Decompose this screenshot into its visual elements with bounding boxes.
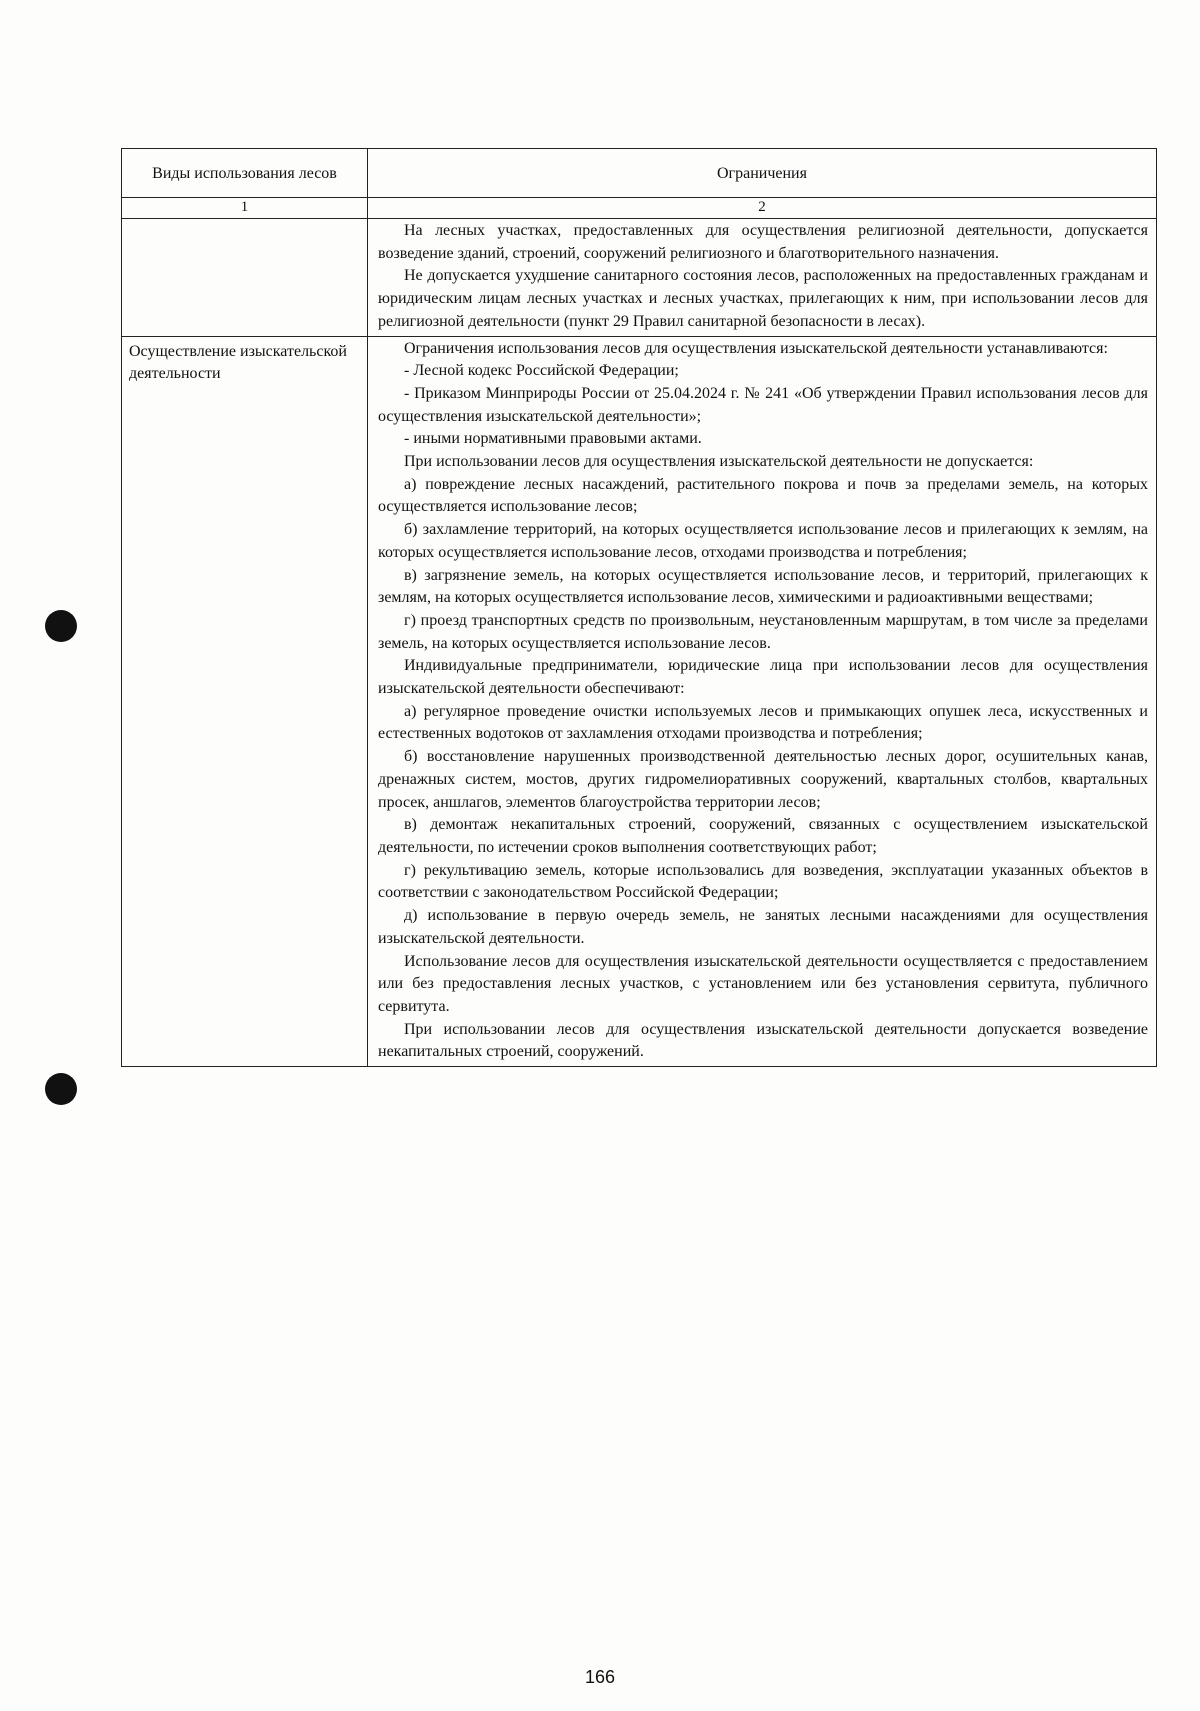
paragraph: в) демонтаж некапитальных строений, сооружений, связанных с осуществлением изыскательской деятельности, по истечении сроков выполнения соответствующих работ; xyxy=(378,816,1148,856)
paragraph: - Приказом Минприроды России от 25.04.2024 г. № 241 «Об утверждении Правил использования лесов для осуществления изыскательской деятельности»; xyxy=(378,384,1148,425)
table-row xyxy=(122,336,1157,1067)
header-kinds-of-use: Виды использования лесов xyxy=(122,149,368,198)
table-row xyxy=(122,219,1157,337)
paragraph: а) повреждение лесных насаждений, растительного покрова и почв за пределами земель, на которых осуществляется использование лесов; xyxy=(378,475,1148,516)
restrictions-table xyxy=(121,148,1157,1067)
paragraph: а) регулярное проведение очистки используемых лесов и примыкающих опушек леса, искусственных и естественных водотоков от захламления отходами производства и потребления; xyxy=(378,702,1148,743)
paragraph: Ограничения использования лесов для осуществления изыскательской деятельности устанавливаются: xyxy=(404,339,1108,357)
paragraph: При использовании лесов для осуществления изыскательской деятельности не допускается: xyxy=(404,453,1034,471)
page-number: 166 xyxy=(584,1667,616,1687)
kind-of-use-cell: Осуществление изыскательской деятельности xyxy=(122,336,368,1067)
paragraph: - иными нормативными правовыми актами. xyxy=(404,430,702,448)
paragraph: На лесных участках, предоставленных для осуществления религиозной деятельности, допускается возведение зданий, строений, сооружений религиозного и благотворительного назначения. xyxy=(378,222,1148,262)
restrictions-cell xyxy=(368,336,1157,1067)
paragraph: г) проезд транспортных средств по произвольным, неустановленным маршрутам, в том числе за пределами земель, на которых осуществляется использование лесов. xyxy=(378,611,1148,652)
paragraph: - Лесной кодекс Российской Федерации; xyxy=(404,362,679,380)
paragraph: При использовании лесов для осуществления изыскательской деятельности допускается возведение некапитальных строений, сооружений. xyxy=(378,1020,1148,1061)
table-header-row xyxy=(122,149,1157,198)
paragraph: в) загрязнение земель, на которых осуществляется использование лесов, и территорий, прилегающих к землям, на которых осуществляется использование лесов, химическими и радиоактивными веществами; xyxy=(378,566,1148,607)
paragraph: г) рекультивацию земель, которые использовались для возведения, эксплуатации указанных объектов в соответствии с законодательством Российской Федерации; xyxy=(378,861,1148,902)
restrictions-cell xyxy=(368,219,1157,337)
paragraph: Индивидуальные предприниматели, юридические лица при использовании лесов для осуществления изыскательской деятельности обеспечивают: xyxy=(378,657,1148,698)
paragraph: Не допускается ухудшение санитарного состояния лесов, расположенных на предоставленных гражданам и юридическим лицам лесных участках и лесных участках, прилегающих к ним, при использовании лесов для религиозной деятельности (пункт 29 Правил санитарной безопасности в лесах). xyxy=(378,267,1148,330)
header-restrictions: Ограничения xyxy=(368,149,1157,198)
column-number-1: 1 xyxy=(122,198,368,219)
paragraph: б) захламление территорий, на которых осуществляется использование лесов и прилегающих к землям, на которых осуществляется использование лесов, отходами производства и потребления; xyxy=(378,521,1148,561)
table-numbering-row xyxy=(122,198,1157,219)
paragraph: д) использование в первую очередь земель, не занятых лесными насаждениями для осуществления изыскательской деятельности. xyxy=(378,907,1148,947)
punch-hole-top xyxy=(45,610,77,642)
kind-of-use-cell xyxy=(122,219,368,337)
column-number-2: 2 xyxy=(368,198,1157,219)
punch-hole-bottom xyxy=(45,1073,77,1105)
paragraph: б) восстановление нарушенных производственной деятельностью лесных дорог, осушительных канав, дренажных систем, мостов, других гидромелиоративных сооружений, квартальных столбов, квартальных просек, аншлагов, элементов благоустройства территории лесов; xyxy=(378,748,1148,811)
paragraph: Использование лесов для осуществления изыскательской деятельности осуществляется с предоставлением или без предоставления лесных участков, с установлением или без установления сервитута, публичного сервитута. xyxy=(378,952,1148,1015)
